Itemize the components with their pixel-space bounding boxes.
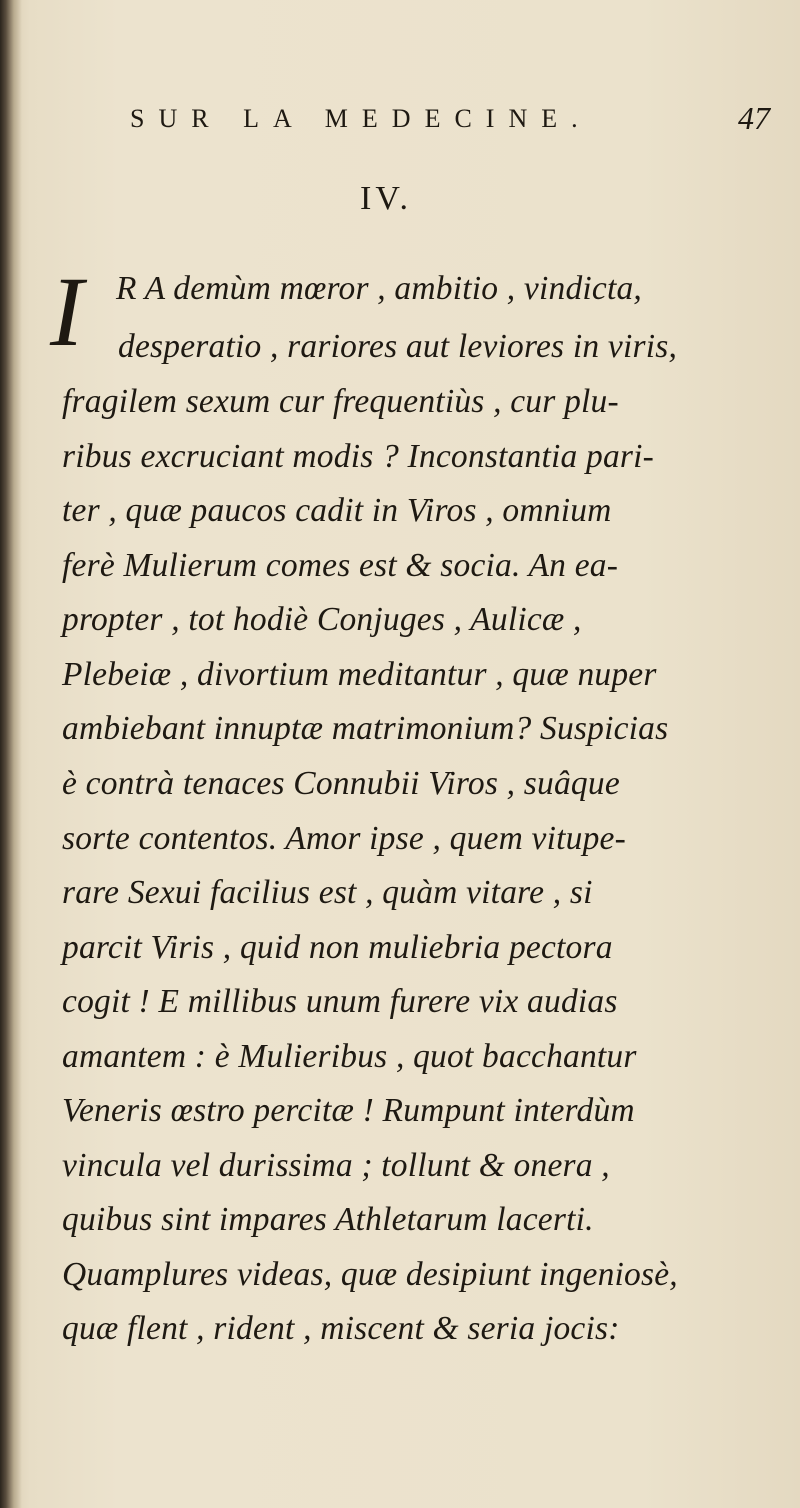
- section-number: IV.: [360, 180, 412, 217]
- text-line: è contrà tenaces Connubii Viros , suâque: [62, 765, 620, 802]
- text-line: quæ flent , rident , miscent & seria jocis:: [62, 1310, 620, 1347]
- drop-cap: I: [50, 256, 84, 367]
- text-line: R A demùm mœror , ambitio , vindicta,: [116, 270, 643, 307]
- text-line: parcit Viris , quid non muliebria pectora: [62, 929, 613, 966]
- page-number: 47: [738, 100, 770, 136]
- text-line: Veneris œstro percitæ ! Rumpunt interdùm: [62, 1092, 635, 1129]
- text-line: cogit ! E millibus unum furere vix audias: [62, 983, 618, 1020]
- text-line: quibus sint impares Athletarum lacerti.: [62, 1201, 594, 1238]
- text-line: amantem : è Mulieribus , quot bacchantur: [62, 1038, 637, 1075]
- text-line: rare Sexui facilius est , quàm vitare , si: [62, 874, 593, 911]
- text-line: ter , quæ paucos cadit in Viros , omnium: [62, 492, 612, 529]
- text-line: Quamplures videas, quæ desipiunt ingeniosè,: [62, 1256, 678, 1293]
- text-line: Plebeiæ , divortium meditantur , quæ nuper: [62, 656, 657, 693]
- text-line: ribus excruciant modis ? Inconstantia pari-: [62, 438, 655, 475]
- text-line: sorte contentos. Amor ipse , quem vitupe-: [62, 820, 626, 857]
- text-line: ambiebant innuptæ matrimonium? Suspicias: [62, 710, 669, 747]
- book-binding-edge: [0, 0, 22, 1508]
- text-line: ferè Mulierum comes est & socia. An ea-: [62, 547, 619, 584]
- text-line: vincula vel durissima ; tollunt & onera ,: [62, 1147, 610, 1184]
- text-line: propter , tot hodiè Conjuges , Aulicæ ,: [62, 601, 582, 638]
- text-line: desperatio , rariores aut leviores in viris,: [118, 328, 678, 365]
- text-line: fragilem sexum cur frequentiùs , cur plu-: [62, 383, 619, 420]
- running-head: [130, 100, 770, 150]
- running-head-title: SUR LA MEDECINE.: [130, 104, 592, 133]
